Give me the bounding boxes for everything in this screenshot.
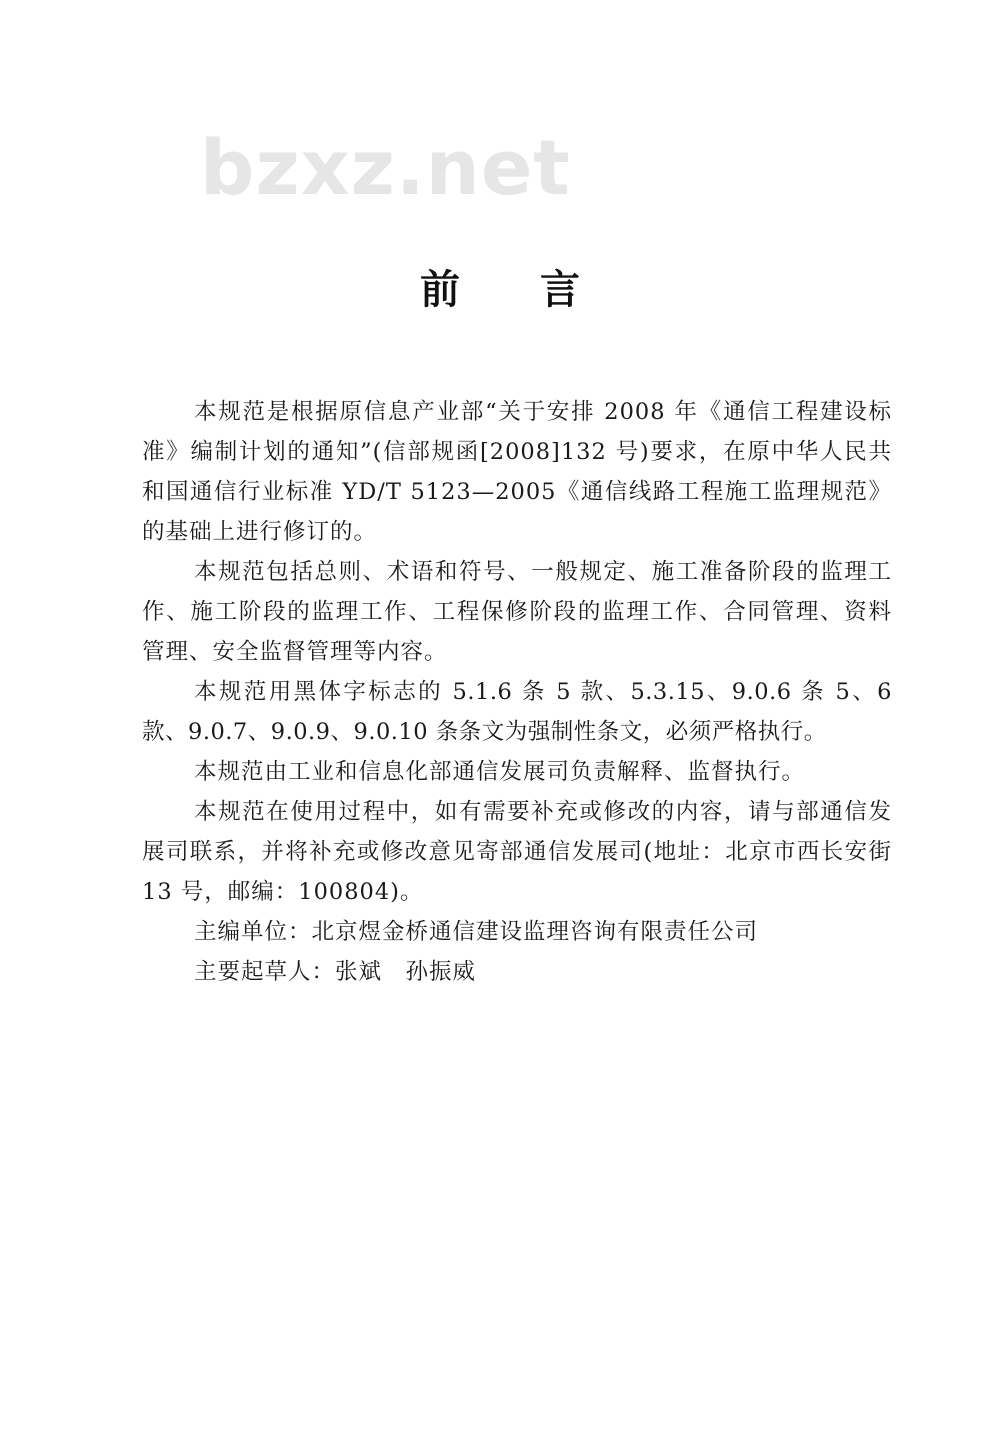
main-drafters: 主要起草人：张斌 孙振威 — [194, 959, 477, 985]
chief-editor-unit: 主编单位：北京煜金桥通信建设监理咨询有限责任公司 — [194, 919, 759, 945]
watermark-logo: bzxz.net — [200, 123, 571, 212]
preface-body — [142, 392, 892, 992]
paragraph-3: 本规范用黑体字标志的 5.1.6 条 5 款、5.3.15、9.0.6 条 5、6 款、9.0.7、9.0.9、9.0.10 条条文为强制性条文，必须严格执行。 — [142, 679, 892, 745]
paragraph-1: 本规范是根据原信息产业部“关于安排 2008 年《通信工程建设标准》编制计划的通知”(信部规函[2008]132 号)要求，在原中华人民共和国通信行业标准 YD/T 5123—2005《通信线路工程施工监理规范》的基础上进行修订的。 — [142, 399, 892, 545]
paragraph-4: 本规范由工业和信息化部通信发展司负责解释、监督执行。 — [194, 759, 806, 785]
paragraph-5: 本规范在使用过程中，如有需要补充或修改的内容，请与部通信发展司联系，并将补充或修改意见寄部通信发展司(地址：北京市西长安街 13 号，邮编：100804)。 — [142, 799, 892, 905]
paragraph-2: 本规范包括总则、术语和符号、一般规定、施工准备阶段的监理工作、施工阶段的监理工作、工程保修阶段的监理工作、合同管理、资料管理、安全监督管理等内容。 — [142, 559, 892, 665]
page-title: 前言 — [420, 267, 660, 313]
